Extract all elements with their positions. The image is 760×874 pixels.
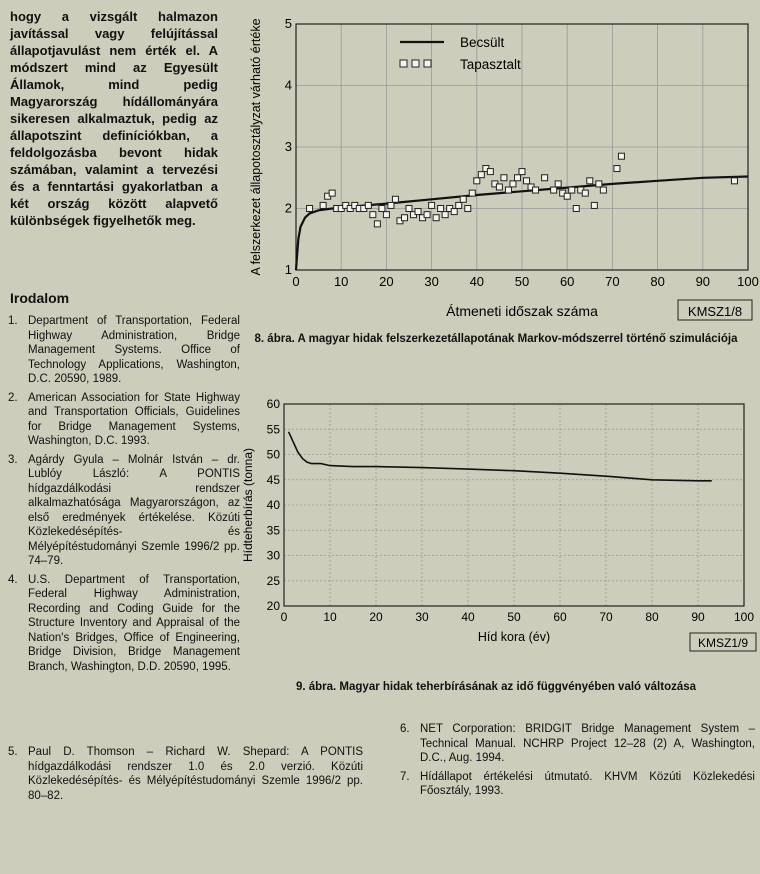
reference-text: Hídállapot értékelési útmutató. KHVM Közúti Közlekedési Főosztály, 1993.	[420, 770, 755, 797]
data-point-marker	[370, 212, 376, 218]
figure8-y-axis-label: A felszerkezet állapotosztályzat várható értéke	[249, 18, 263, 276]
legend-marker-swatch	[412, 60, 419, 67]
data-point-marker	[582, 190, 588, 196]
data-point-marker	[614, 166, 620, 172]
data-point-marker	[478, 172, 484, 178]
data-point-marker	[731, 178, 737, 184]
y-tick-label: 25	[266, 573, 280, 588]
reference-text: U.S. Department of Transportation, Federal Highway Administration, Recording and Coding Guide for the Structure Inventory and Appraisal of the Nation's Bridges, Office of Engineering, Bridge Division, Bridge Management Branch, Washington, D.D. 20590, 1995.	[28, 573, 240, 673]
data-point-marker	[451, 209, 457, 215]
x-tick-label: 60	[553, 610, 567, 624]
data-point-marker	[600, 187, 606, 193]
reference-item	[8, 391, 240, 449]
reference-number: 7.	[400, 770, 410, 783]
data-point-marker	[596, 181, 602, 187]
reference-item	[8, 573, 240, 675]
reference-number: 4.	[8, 573, 18, 586]
data-point-marker	[510, 181, 516, 187]
data-point-marker	[542, 175, 548, 181]
data-point-marker	[460, 196, 466, 202]
x-tick-label: 70	[605, 274, 620, 289]
data-point-marker	[388, 202, 394, 208]
data-point-marker	[524, 178, 530, 184]
x-tick-label: 90	[695, 274, 711, 289]
x-tick-label: 50	[514, 274, 530, 289]
data-point-marker	[433, 215, 439, 221]
figure9-tag-box	[690, 633, 756, 651]
data-point-marker	[379, 206, 385, 212]
x-tick-label: 50	[507, 610, 521, 624]
reference-number: 2.	[8, 391, 18, 404]
data-point-marker	[415, 209, 421, 215]
legend-label-estimated: Becsült	[460, 35, 505, 50]
data-point-marker	[591, 202, 597, 208]
data-point-marker	[501, 175, 507, 181]
data-point-marker	[456, 202, 462, 208]
reference-item	[8, 314, 240, 387]
figure8-caption: 8. ábra. A magyar hidak felszerkezetállapotának Markov-módszerrel történő szimulációja	[254, 333, 738, 345]
intro-paragraph: hogy a vizsgált halmazon javítással vagy felújítással állapotjavulást nem érték el. A módszert mind az Egyesült Államok, mind pedig Magyarország hídállományára sikeresen alkalmaztuk, pedig az állapotszint definíciókban, a feldolgozásba bevont hidak számában, valamint a tervezési és a fenntartási gyakorlatban a két ország között alapvető különbségek figyelhetők meg.	[10, 9, 218, 228]
series-line	[289, 432, 712, 481]
y-tick-label: 50	[266, 447, 280, 462]
data-point-marker	[469, 190, 475, 196]
data-point-marker	[383, 212, 389, 218]
x-tick-label: 20	[379, 274, 394, 289]
data-point-marker	[533, 187, 539, 193]
figure8-tag-box	[678, 300, 752, 320]
data-point-marker	[564, 193, 570, 199]
data-point-marker	[320, 202, 326, 208]
reference-text: Agárdy Gyula – Molnár István – dr. Lublóy László: A PONTIS hídgazdálkodási rendszer alkalmazhatósága Magyarországon, az első eredmények értékelése. Közúti Közlekedésépítés- és Mélyépítéstudományi Szemle 1996/2 pp. 74–79.	[28, 453, 240, 567]
data-point-marker	[573, 206, 579, 212]
figure8-x-axis-label: Átmeneti időszak száma	[446, 303, 598, 319]
data-point-marker	[329, 190, 335, 196]
y-tick-label: 30	[266, 548, 280, 563]
legend-label-observed: Tapasztalt	[460, 57, 521, 72]
x-tick-label: 30	[424, 274, 439, 289]
x-tick-label: 90	[691, 610, 705, 624]
figure8-grid	[296, 24, 748, 270]
x-tick-label: 20	[369, 610, 383, 624]
y-tick-label: 5	[284, 16, 292, 31]
reference-text: Department of Transportation, Federal Highway Administration, Bridge Management Systems. Office of Technology Applications, Washington, D.C. 20590, 1989.	[28, 315, 240, 385]
data-point-marker	[487, 169, 493, 175]
figure9-caption: 9. ábra. Magyar hidak teherbírásának az idő függvényében való változása	[295, 681, 697, 693]
y-tick-label: 40	[266, 498, 280, 512]
y-tick-label: 20	[266, 599, 280, 613]
reference-text: NET Corporation: BRIDGIT Bridge Management System – Technical Manual. NCHRP Project 12–28 (2) A, Washington, D.C., Aug. 1994.	[420, 723, 755, 764]
x-tick-label: 10	[333, 274, 349, 289]
reference-number: 5.	[8, 746, 18, 758]
x-tick-label: 80	[645, 610, 659, 624]
x-tick-label: 100	[733, 610, 755, 624]
data-point-marker	[465, 206, 471, 212]
figure9-tag: KMSZ1/9	[697, 636, 749, 650]
data-point-marker	[392, 196, 398, 202]
figure9-y-axis-label: Hídteherbírás (tonna)	[241, 447, 255, 563]
y-tick-label: 4	[284, 77, 292, 93]
y-tick-label: 45	[266, 472, 280, 487]
reference-text: Paul D. Thomson – Richard W. Shepard: A PONTIS hídgazdálkodási rendszer 1.0 és 2.0 verzió. Közúti Közlekedésépítés- és Mélyépítéstudományi Szemle 1996/2 pp. 80–82.	[28, 746, 363, 802]
reference-number: 6.	[400, 723, 410, 735]
references-list-right	[400, 722, 755, 803]
data-point-marker	[569, 187, 575, 193]
data-point-marker	[519, 169, 525, 175]
y-tick-label: 60	[266, 397, 280, 411]
data-point-marker	[496, 184, 502, 190]
figure9-chart	[238, 392, 760, 660]
data-point-marker	[587, 178, 593, 184]
y-tick-label: 3	[284, 139, 292, 154]
x-tick-label: 0	[280, 610, 288, 624]
y-tick-label: 2	[284, 200, 292, 216]
x-tick-label: 40	[461, 610, 475, 624]
data-point-marker	[401, 215, 407, 221]
reference-number: 1.	[8, 315, 18, 327]
reference-item	[8, 745, 363, 803]
reference-text: American Association for State Highway and Transportation Officials, Guidelines for Bridge Management Systems, Washington, D.C. 1993.	[28, 391, 240, 447]
references-list-left	[8, 314, 240, 678]
x-tick-label: 10	[323, 610, 337, 624]
references-heading: Irodalom	[10, 290, 70, 306]
x-tick-label: 30	[415, 610, 429, 624]
reference-item	[400, 722, 755, 766]
figure9-x-axis-label: Híd kora (év)	[477, 630, 551, 644]
y-tick-label: 1	[284, 262, 292, 277]
data-point-marker	[438, 206, 444, 212]
data-point-marker	[365, 202, 371, 208]
legend-marker-swatch	[400, 60, 407, 67]
figure8-legend	[400, 35, 521, 72]
data-point-marker	[514, 175, 520, 181]
y-tick-label: 55	[266, 422, 280, 437]
data-point-marker	[406, 206, 412, 212]
data-point-marker	[551, 187, 557, 193]
x-tick-label: 40	[469, 274, 485, 289]
data-point-marker	[442, 212, 448, 218]
x-tick-label: 70	[599, 610, 613, 624]
legend-marker-swatch	[424, 60, 431, 67]
data-point-marker	[474, 178, 480, 184]
data-point-marker	[429, 202, 435, 208]
x-tick-label: 80	[650, 274, 665, 289]
figure8-tag: KMSZ1/8	[687, 304, 743, 319]
figure8-chart	[238, 10, 760, 330]
reference-item	[400, 770, 755, 799]
data-point-marker	[374, 221, 380, 227]
x-tick-label: 100	[737, 274, 759, 289]
data-point-marker	[424, 212, 430, 218]
data-point-marker	[555, 181, 561, 187]
data-point-marker	[618, 153, 624, 159]
data-point-marker	[307, 206, 313, 212]
reference-number: 3.	[8, 453, 18, 466]
x-tick-label: 60	[559, 274, 575, 289]
x-tick-label: 0	[292, 274, 300, 289]
y-tick-label: 35	[266, 523, 280, 538]
figure9-grid	[284, 404, 744, 606]
data-point-marker	[505, 187, 511, 193]
reference-item	[8, 453, 240, 569]
